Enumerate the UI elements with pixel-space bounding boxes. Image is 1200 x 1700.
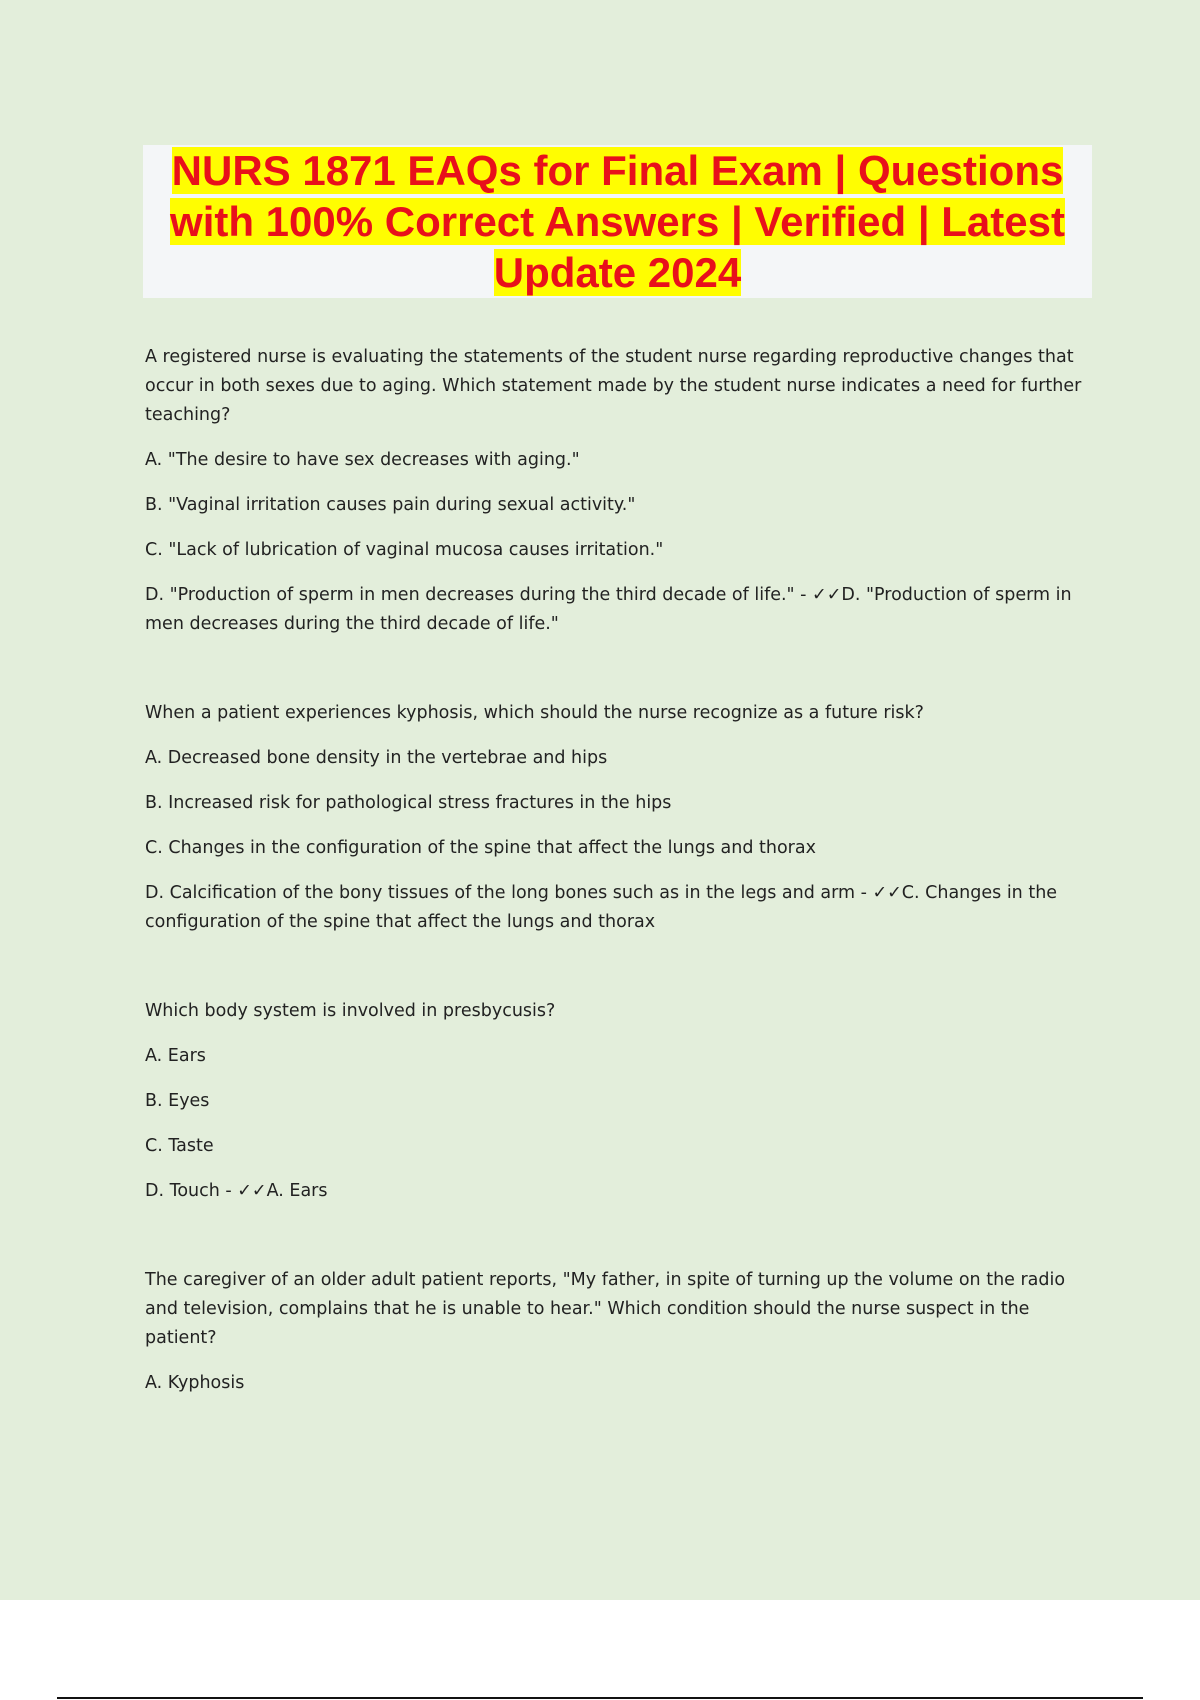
answer-option-with-correct-answer: D. "Production of sperm in men decreases during the third decade of life." - ✓✓D. "Production of sperm in men decreases during the third decade of life." — [145, 585, 1072, 634]
question-text: The caregiver of an older adult patient reports, "My father, in spite of turning up the volume on the radio and television, complains that he is unable to hear." Which condition should the nurse suspect in the patient? — [145, 1270, 1066, 1348]
question-block — [145, 343, 1095, 639]
question-text: A registered nurse is evaluating the statements of the student nurse regarding reproductive changes that occur in both sexes due to aging. Which statement made by the student nurse indicates a need for further teaching? — [145, 347, 1082, 425]
answer-option-with-correct-answer: D. Calcification of the bony tissues of the long bones such as in the legs and arm - ✓✓C. Changes in the configuration of the spine that affect the lungs and thorax — [145, 883, 1058, 932]
answer-option: B. Eyes — [145, 1091, 210, 1111]
document-title-banner — [143, 145, 1092, 298]
answer-option: C. Changes in the configuration of the spine that affect the lungs and thorax — [145, 838, 816, 858]
answer-option: A. Ears — [145, 1046, 206, 1066]
answer-option: A. "The desire to have sex decreases with aging." — [145, 450, 580, 470]
answer-option: A. Decreased bone density in the vertebrae and hips — [145, 748, 608, 768]
answer-option: C. Taste — [145, 1136, 214, 1156]
answer-option: C. "Lack of lubrication of vaginal mucosa causes irritation." — [145, 540, 664, 560]
answer-option: A. Kyphosis — [145, 1373, 245, 1393]
question-block — [145, 699, 1095, 937]
answer-option: B. "Vaginal irritation causes pain during sexual activity." — [145, 495, 636, 515]
question-text: When a patient experiences kyphosis, which should the nurse recognize as a future risk? — [145, 703, 924, 723]
question-list — [145, 343, 1095, 1458]
footer-divider — [57, 1697, 1143, 1699]
question-block — [145, 997, 1095, 1206]
document-title: NURS 1871 EAQs for Final Exam | Questions with 100% Correct Answers | Verified | Latest Update 2024 — [170, 147, 1065, 296]
answer-option: B. Increased risk for pathological stress fractures in the hips — [145, 793, 672, 813]
answer-option-with-correct-answer: D. Touch - ✓✓A. Ears — [145, 1181, 328, 1201]
question-text: Which body system is involved in presbycusis? — [145, 1001, 556, 1021]
question-block — [145, 1266, 1095, 1398]
